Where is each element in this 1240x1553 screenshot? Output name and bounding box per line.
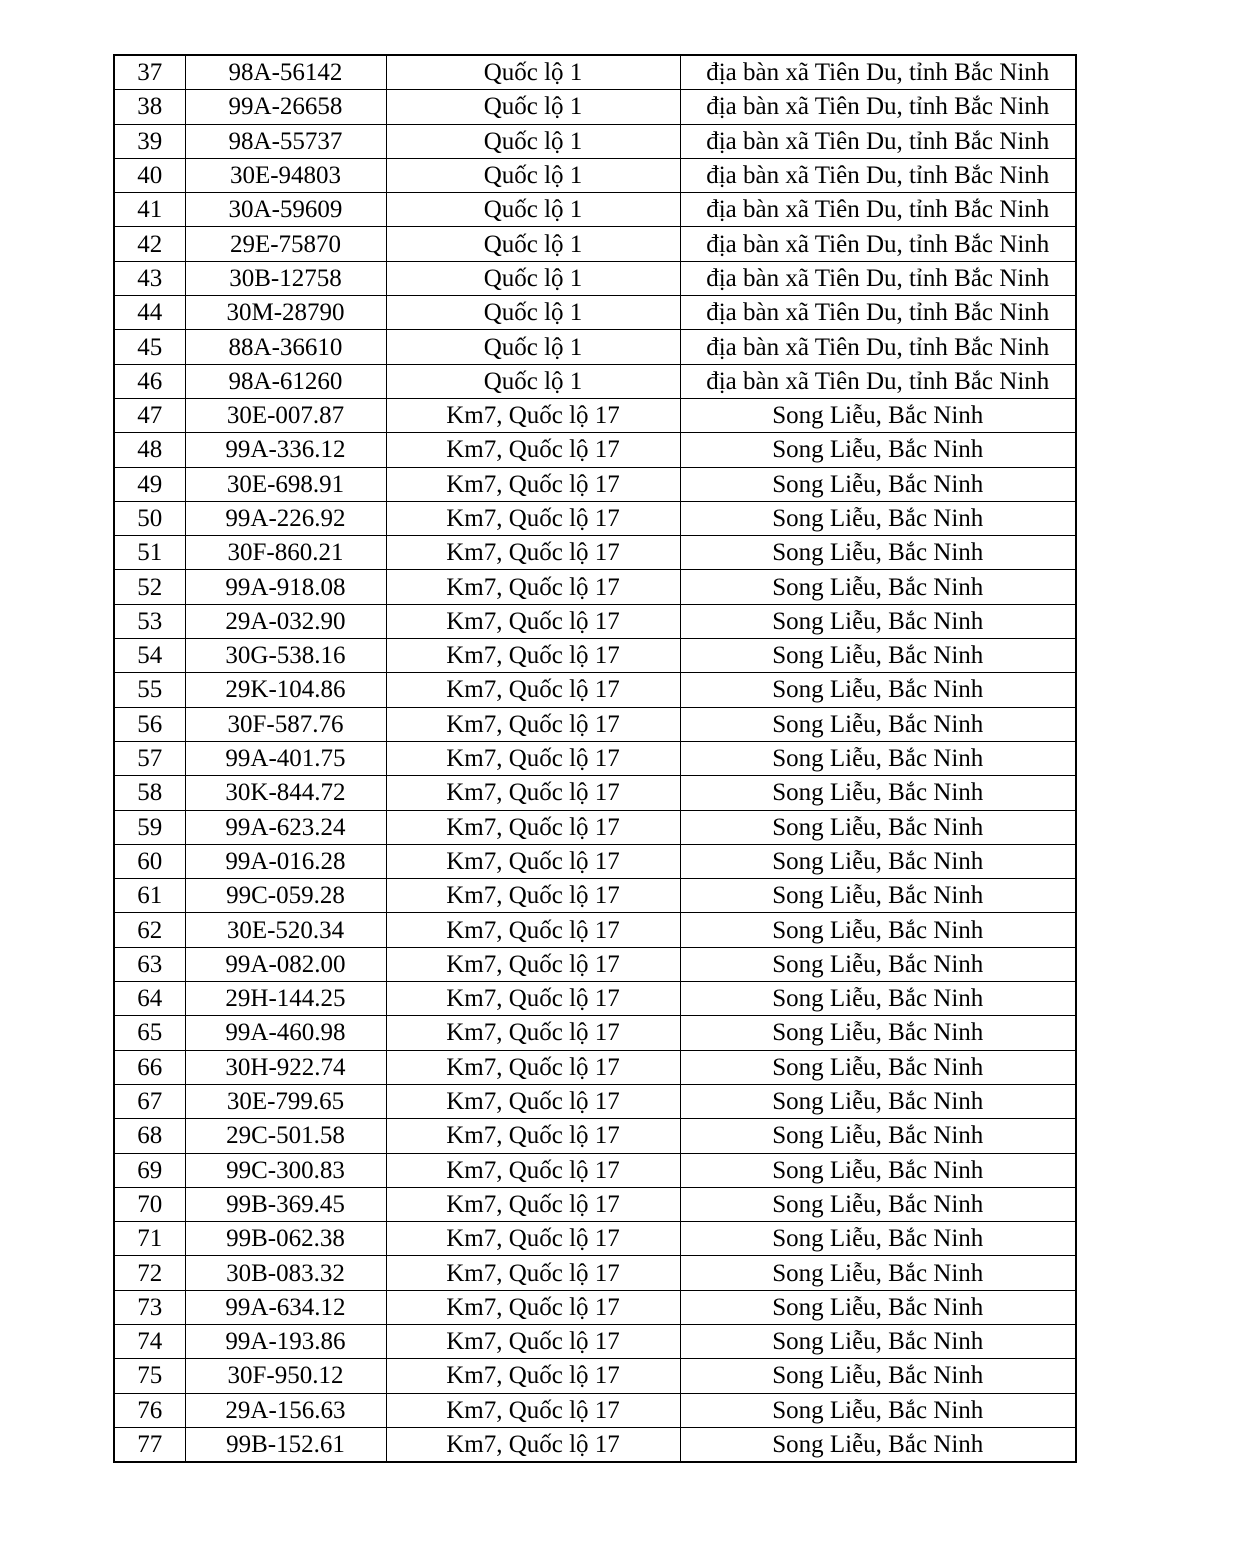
table-row bbox=[114, 261, 1076, 295]
road-cell: Km7, Quốc lộ 17 bbox=[386, 1393, 680, 1427]
location-cell: Song Liễu, Bắc Ninh bbox=[680, 604, 1076, 638]
road-cell: Km7, Quốc lộ 17 bbox=[386, 1222, 680, 1256]
license-plate-cell: 30H-922.74 bbox=[185, 1050, 386, 1084]
license-plate-cell: 99A-26658 bbox=[185, 90, 386, 124]
road-cell: Km7, Quốc lộ 17 bbox=[386, 1324, 680, 1358]
license-plate-cell: 98A-55737 bbox=[185, 124, 386, 158]
road-cell: Km7, Quốc lộ 17 bbox=[386, 741, 680, 775]
license-plate-cell: 99A-082.00 bbox=[185, 947, 386, 981]
row-number-cell: 63 bbox=[114, 947, 185, 981]
location-cell: Song Liễu, Bắc Ninh bbox=[680, 879, 1076, 913]
table-row bbox=[114, 1427, 1076, 1462]
row-number-cell: 58 bbox=[114, 776, 185, 810]
row-number-cell: 54 bbox=[114, 639, 185, 673]
license-plate-cell: 29K-104.86 bbox=[185, 673, 386, 707]
table-row bbox=[114, 844, 1076, 878]
road-cell: Km7, Quốc lộ 17 bbox=[386, 810, 680, 844]
location-cell: Song Liễu, Bắc Ninh bbox=[680, 1119, 1076, 1153]
license-plate-cell: 99A-193.86 bbox=[185, 1324, 386, 1358]
license-plate-cell: 99A-623.24 bbox=[185, 810, 386, 844]
row-number-cell: 41 bbox=[114, 193, 185, 227]
license-plate-cell: 29H-144.25 bbox=[185, 982, 386, 1016]
location-cell: địa bàn xã Tiên Du, tỉnh Bắc Ninh bbox=[680, 227, 1076, 261]
license-plate-cell: 30E-799.65 bbox=[185, 1084, 386, 1118]
location-cell: địa bàn xã Tiên Du, tỉnh Bắc Ninh bbox=[680, 124, 1076, 158]
row-number-cell: 43 bbox=[114, 261, 185, 295]
row-number-cell: 57 bbox=[114, 741, 185, 775]
table-row bbox=[114, 296, 1076, 330]
license-plate-cell: 30M-28790 bbox=[185, 296, 386, 330]
road-cell: Km7, Quốc lộ 17 bbox=[386, 1084, 680, 1118]
road-cell: Km7, Quốc lộ 17 bbox=[386, 776, 680, 810]
road-cell: Km7, Quốc lộ 17 bbox=[386, 639, 680, 673]
road-cell: Km7, Quốc lộ 17 bbox=[386, 1427, 680, 1462]
row-number-cell: 45 bbox=[114, 330, 185, 364]
location-cell: Song Liễu, Bắc Ninh bbox=[680, 1153, 1076, 1187]
road-cell: Km7, Quốc lộ 17 bbox=[386, 1256, 680, 1290]
road-cell: Km7, Quốc lộ 17 bbox=[386, 467, 680, 501]
license-plate-cell: 30E-94803 bbox=[185, 158, 386, 192]
license-plate-cell: 30E-698.91 bbox=[185, 467, 386, 501]
table-row bbox=[114, 604, 1076, 638]
row-number-cell: 61 bbox=[114, 879, 185, 913]
road-cell: Km7, Quốc lộ 17 bbox=[386, 707, 680, 741]
row-number-cell: 74 bbox=[114, 1324, 185, 1358]
table-row bbox=[114, 776, 1076, 810]
road-cell: Km7, Quốc lộ 17 bbox=[386, 913, 680, 947]
location-cell: địa bàn xã Tiên Du, tỉnh Bắc Ninh bbox=[680, 193, 1076, 227]
row-number-cell: 76 bbox=[114, 1393, 185, 1427]
row-number-cell: 51 bbox=[114, 536, 185, 570]
location-cell: Song Liễu, Bắc Ninh bbox=[680, 844, 1076, 878]
row-number-cell: 52 bbox=[114, 570, 185, 604]
location-cell: địa bàn xã Tiên Du, tỉnh Bắc Ninh bbox=[680, 364, 1076, 398]
license-plate-cell: 88A-36610 bbox=[185, 330, 386, 364]
row-number-cell: 73 bbox=[114, 1290, 185, 1324]
row-number-cell: 66 bbox=[114, 1050, 185, 1084]
table-row bbox=[114, 810, 1076, 844]
road-cell: Km7, Quốc lộ 17 bbox=[386, 1290, 680, 1324]
license-plate-cell: 30G-538.16 bbox=[185, 639, 386, 673]
table-row bbox=[114, 1393, 1076, 1427]
license-plate-cell: 98A-61260 bbox=[185, 364, 386, 398]
road-cell: Quốc lộ 1 bbox=[386, 261, 680, 295]
location-cell: Song Liễu, Bắc Ninh bbox=[680, 398, 1076, 432]
table-row bbox=[114, 227, 1076, 261]
table-row bbox=[114, 1359, 1076, 1393]
license-plate-cell: 99C-300.83 bbox=[185, 1153, 386, 1187]
road-cell: Quốc lộ 1 bbox=[386, 90, 680, 124]
row-number-cell: 60 bbox=[114, 844, 185, 878]
location-cell: Song Liễu, Bắc Ninh bbox=[680, 433, 1076, 467]
table-row bbox=[114, 364, 1076, 398]
row-number-cell: 39 bbox=[114, 124, 185, 158]
location-cell: Song Liễu, Bắc Ninh bbox=[680, 1016, 1076, 1050]
row-number-cell: 38 bbox=[114, 90, 185, 124]
table-row bbox=[114, 1016, 1076, 1050]
location-cell: Song Liễu, Bắc Ninh bbox=[680, 1222, 1076, 1256]
row-number-cell: 59 bbox=[114, 810, 185, 844]
row-number-cell: 65 bbox=[114, 1016, 185, 1050]
row-number-cell: 48 bbox=[114, 433, 185, 467]
row-number-cell: 75 bbox=[114, 1359, 185, 1393]
table-row bbox=[114, 55, 1076, 90]
row-number-cell: 70 bbox=[114, 1187, 185, 1221]
row-number-cell: 62 bbox=[114, 913, 185, 947]
road-cell: Km7, Quốc lộ 17 bbox=[386, 1119, 680, 1153]
license-plate-cell: 99A-460.98 bbox=[185, 1016, 386, 1050]
table-row bbox=[114, 1153, 1076, 1187]
location-cell: địa bàn xã Tiên Du, tỉnh Bắc Ninh bbox=[680, 296, 1076, 330]
license-plate-cell: 30K-844.72 bbox=[185, 776, 386, 810]
location-cell: Song Liễu, Bắc Ninh bbox=[680, 741, 1076, 775]
road-cell: Quốc lộ 1 bbox=[386, 193, 680, 227]
license-plate-cell: 29E-75870 bbox=[185, 227, 386, 261]
road-cell: Quốc lộ 1 bbox=[386, 364, 680, 398]
table-row bbox=[114, 570, 1076, 604]
road-cell: Quốc lộ 1 bbox=[386, 55, 680, 90]
table-row bbox=[114, 1050, 1076, 1084]
license-plate-cell: 99A-634.12 bbox=[185, 1290, 386, 1324]
license-plate-cell: 30E-520.34 bbox=[185, 913, 386, 947]
table-row bbox=[114, 639, 1076, 673]
license-plate-cell: 99C-059.28 bbox=[185, 879, 386, 913]
row-number-cell: 56 bbox=[114, 707, 185, 741]
license-plate-cell: 30F-860.21 bbox=[185, 536, 386, 570]
road-cell: Km7, Quốc lộ 17 bbox=[386, 879, 680, 913]
license-plate-cell: 30F-950.12 bbox=[185, 1359, 386, 1393]
road-cell: Km7, Quốc lộ 17 bbox=[386, 1153, 680, 1187]
location-cell: Song Liễu, Bắc Ninh bbox=[680, 1290, 1076, 1324]
location-cell: địa bàn xã Tiên Du, tỉnh Bắc Ninh bbox=[680, 158, 1076, 192]
table-row bbox=[114, 536, 1076, 570]
row-number-cell: 68 bbox=[114, 1119, 185, 1153]
location-cell: Song Liễu, Bắc Ninh bbox=[680, 536, 1076, 570]
license-plate-cell: 99A-016.28 bbox=[185, 844, 386, 878]
license-plate-cell: 30B-12758 bbox=[185, 261, 386, 295]
location-cell: Song Liễu, Bắc Ninh bbox=[680, 467, 1076, 501]
license-plate-cell: 29A-032.90 bbox=[185, 604, 386, 638]
license-plate-cell: 98A-56142 bbox=[185, 55, 386, 90]
license-plate-cell: 99B-152.61 bbox=[185, 1427, 386, 1462]
row-number-cell: 64 bbox=[114, 982, 185, 1016]
road-cell: Km7, Quốc lộ 17 bbox=[386, 1016, 680, 1050]
license-plate-cell: 29C-501.58 bbox=[185, 1119, 386, 1153]
table-row bbox=[114, 158, 1076, 192]
table-row bbox=[114, 947, 1076, 981]
table-row bbox=[114, 1256, 1076, 1290]
location-cell: Song Liễu, Bắc Ninh bbox=[680, 810, 1076, 844]
row-number-cell: 49 bbox=[114, 467, 185, 501]
location-cell: địa bàn xã Tiên Du, tỉnh Bắc Ninh bbox=[680, 330, 1076, 364]
license-plate-cell: 99A-226.92 bbox=[185, 501, 386, 535]
road-cell: Quốc lộ 1 bbox=[386, 158, 680, 192]
row-number-cell: 44 bbox=[114, 296, 185, 330]
table-row bbox=[114, 1222, 1076, 1256]
license-plate-cell: 29A-156.63 bbox=[185, 1393, 386, 1427]
table-row bbox=[114, 1290, 1076, 1324]
table-row bbox=[114, 398, 1076, 432]
location-cell: Song Liễu, Bắc Ninh bbox=[680, 1359, 1076, 1393]
road-cell: Quốc lộ 1 bbox=[386, 124, 680, 158]
table-row bbox=[114, 467, 1076, 501]
row-number-cell: 67 bbox=[114, 1084, 185, 1118]
road-cell: Quốc lộ 1 bbox=[386, 227, 680, 261]
road-cell: Km7, Quốc lộ 17 bbox=[386, 570, 680, 604]
location-cell: Song Liễu, Bắc Ninh bbox=[680, 1050, 1076, 1084]
location-cell: Song Liễu, Bắc Ninh bbox=[680, 1427, 1076, 1462]
road-cell: Km7, Quốc lộ 17 bbox=[386, 604, 680, 638]
table-row bbox=[114, 193, 1076, 227]
road-cell: Km7, Quốc lộ 17 bbox=[386, 673, 680, 707]
row-number-cell: 72 bbox=[114, 1256, 185, 1290]
license-plate-cell: 99A-918.08 bbox=[185, 570, 386, 604]
road-cell: Km7, Quốc lộ 17 bbox=[386, 536, 680, 570]
row-number-cell: 50 bbox=[114, 501, 185, 535]
table-row bbox=[114, 1187, 1076, 1221]
row-number-cell: 42 bbox=[114, 227, 185, 261]
location-cell: Song Liễu, Bắc Ninh bbox=[680, 1256, 1076, 1290]
license-plate-cell: 99B-062.38 bbox=[185, 1222, 386, 1256]
road-cell: Km7, Quốc lộ 17 bbox=[386, 947, 680, 981]
row-number-cell: 55 bbox=[114, 673, 185, 707]
location-cell: Song Liễu, Bắc Ninh bbox=[680, 1187, 1076, 1221]
row-number-cell: 71 bbox=[114, 1222, 185, 1256]
road-cell: Km7, Quốc lộ 17 bbox=[386, 1359, 680, 1393]
row-number-cell: 53 bbox=[114, 604, 185, 638]
road-cell: Quốc lộ 1 bbox=[386, 296, 680, 330]
location-cell: Song Liễu, Bắc Ninh bbox=[680, 1084, 1076, 1118]
license-plate-cell: 30F-587.76 bbox=[185, 707, 386, 741]
table-row bbox=[114, 982, 1076, 1016]
location-cell: địa bàn xã Tiên Du, tỉnh Bắc Ninh bbox=[680, 90, 1076, 124]
location-cell: địa bàn xã Tiên Du, tỉnh Bắc Ninh bbox=[680, 55, 1076, 90]
road-cell: Quốc lộ 1 bbox=[386, 330, 680, 364]
road-cell: Km7, Quốc lộ 17 bbox=[386, 1050, 680, 1084]
license-plate-cell: 99A-401.75 bbox=[185, 741, 386, 775]
road-cell: Km7, Quốc lộ 17 bbox=[386, 501, 680, 535]
row-number-cell: 77 bbox=[114, 1427, 185, 1462]
table-row bbox=[114, 741, 1076, 775]
table-row bbox=[114, 330, 1076, 364]
table-body bbox=[114, 55, 1076, 1462]
row-number-cell: 47 bbox=[114, 398, 185, 432]
row-number-cell: 69 bbox=[114, 1153, 185, 1187]
road-cell: Km7, Quốc lộ 17 bbox=[386, 433, 680, 467]
location-cell: Song Liễu, Bắc Ninh bbox=[680, 1393, 1076, 1427]
table-row bbox=[114, 90, 1076, 124]
table-row bbox=[114, 913, 1076, 947]
table-row bbox=[114, 1119, 1076, 1153]
location-cell: Song Liễu, Bắc Ninh bbox=[680, 570, 1076, 604]
table-row bbox=[114, 707, 1076, 741]
location-cell: Song Liễu, Bắc Ninh bbox=[680, 1324, 1076, 1358]
location-cell: Song Liễu, Bắc Ninh bbox=[680, 982, 1076, 1016]
location-cell: Song Liễu, Bắc Ninh bbox=[680, 707, 1076, 741]
location-cell: Song Liễu, Bắc Ninh bbox=[680, 913, 1076, 947]
license-plate-cell: 30B-083.32 bbox=[185, 1256, 386, 1290]
road-cell: Km7, Quốc lộ 17 bbox=[386, 398, 680, 432]
location-cell: Song Liễu, Bắc Ninh bbox=[680, 947, 1076, 981]
location-cell: Song Liễu, Bắc Ninh bbox=[680, 501, 1076, 535]
table-row bbox=[114, 433, 1076, 467]
license-plate-cell: 99A-336.12 bbox=[185, 433, 386, 467]
table-row bbox=[114, 1084, 1076, 1118]
location-cell: Song Liễu, Bắc Ninh bbox=[680, 776, 1076, 810]
road-cell: Km7, Quốc lộ 17 bbox=[386, 982, 680, 1016]
row-number-cell: 46 bbox=[114, 364, 185, 398]
location-cell: địa bàn xã Tiên Du, tỉnh Bắc Ninh bbox=[680, 261, 1076, 295]
row-number-cell: 40 bbox=[114, 158, 185, 192]
location-cell: Song Liễu, Bắc Ninh bbox=[680, 639, 1076, 673]
table-row bbox=[114, 879, 1076, 913]
license-plate-cell: 30A-59609 bbox=[185, 193, 386, 227]
license-plate-cell: 99B-369.45 bbox=[185, 1187, 386, 1221]
row-number-cell: 37 bbox=[114, 55, 185, 90]
license-plate-cell: 30E-007.87 bbox=[185, 398, 386, 432]
table-row bbox=[114, 1324, 1076, 1358]
table-row bbox=[114, 501, 1076, 535]
road-cell: Km7, Quốc lộ 17 bbox=[386, 844, 680, 878]
table-row bbox=[114, 124, 1076, 158]
road-cell: Km7, Quốc lộ 17 bbox=[386, 1187, 680, 1221]
location-cell: Song Liễu, Bắc Ninh bbox=[680, 673, 1076, 707]
table-row bbox=[114, 673, 1076, 707]
vehicle-list-table bbox=[113, 54, 1077, 1463]
